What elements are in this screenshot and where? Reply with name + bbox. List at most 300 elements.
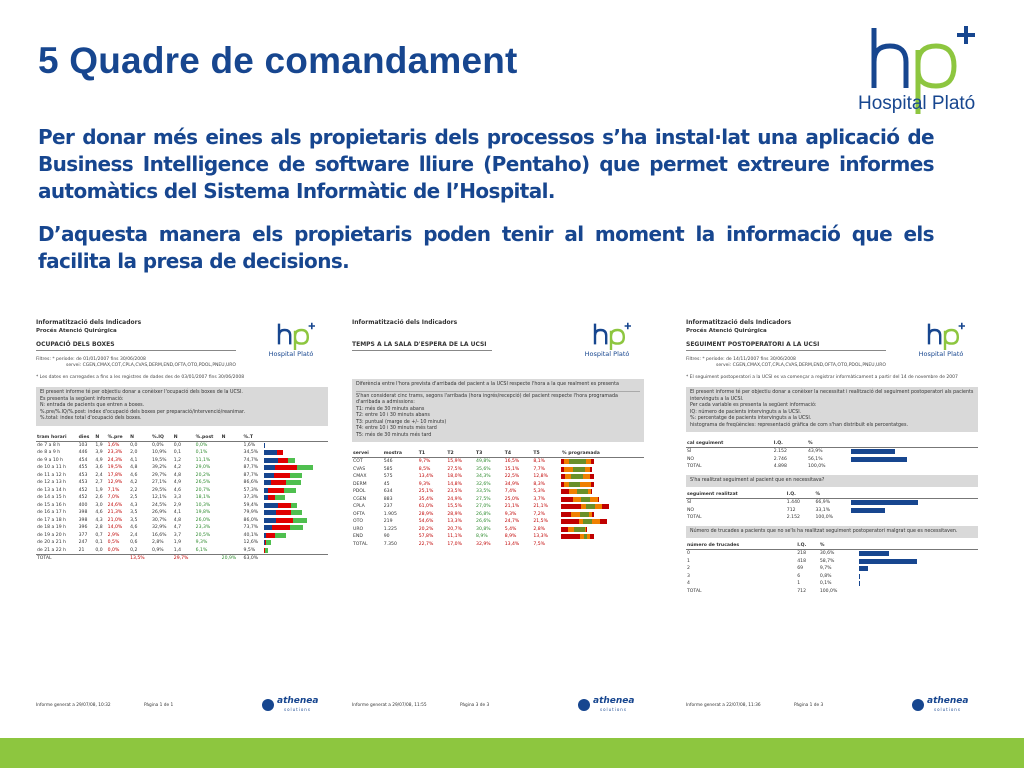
report-header: Informatització dels Indicadors <box>36 319 142 326</box>
table-cell: 13,3% <box>533 534 548 540</box>
table-row <box>686 448 978 456</box>
table-cell: 1.225 <box>383 526 397 532</box>
table-cell: de 20 a 21 h <box>37 540 67 546</box>
table-cell: 4,8 <box>130 465 138 471</box>
bar-cell <box>264 524 328 532</box>
filters-note: * El seguiment postoperatori a la UCSI es va començar a registrar informàticament a partir del 14 de novembre de 2007 <box>686 375 958 380</box>
table-cell: 12,9% <box>107 480 123 486</box>
bar-segment <box>561 504 581 509</box>
bar-cell <box>264 487 328 495</box>
table-cell: 2,8 <box>95 525 103 531</box>
bar-segment <box>561 519 579 524</box>
report-title: TEMPS A LA SALA D'ESPERA DE LA UCSI <box>352 341 492 351</box>
table-cell: 27,5% <box>447 466 462 472</box>
table-cell: 10,3% <box>195 502 211 508</box>
table-cell: 452 <box>78 487 88 493</box>
table-cell: 6,1% <box>195 547 208 553</box>
table-cell: 15,1% <box>504 466 520 472</box>
table-cell: 4 <box>687 581 690 587</box>
table-cell: 418 <box>797 558 806 564</box>
bar-segment <box>274 473 290 478</box>
table-cell: 32,9% <box>151 525 167 531</box>
table-cell: 1,2 <box>173 457 182 463</box>
table-cell: 28,9% <box>447 511 462 517</box>
table-cell: 19,8% <box>195 510 211 516</box>
table-cell: 4,6 <box>95 510 103 516</box>
table-cell: 24,3% <box>107 457 123 463</box>
table-cell <box>78 555 95 563</box>
bar-segment <box>266 540 271 545</box>
table-cell: 3,5 <box>130 517 138 523</box>
table-cell: 21,0% <box>107 517 123 523</box>
table-cell: de 8 a 9 h <box>37 450 61 456</box>
table-cell: 0,1 <box>95 540 103 546</box>
table-cell: 16,6% <box>151 532 167 538</box>
bar-segment <box>591 459 594 464</box>
bar-segment <box>284 488 295 493</box>
histogram-bar <box>851 500 918 505</box>
table-cell: 26,0% <box>195 517 211 523</box>
table-cell: NO <box>687 456 695 462</box>
bar-segment <box>592 519 600 524</box>
table-cell: 14,0% <box>107 525 123 531</box>
bar-segment <box>264 473 274 478</box>
table-cell: 4,3 <box>95 517 103 523</box>
info-line: T5: més de 30 minuts més tard <box>356 432 432 438</box>
question-box: Número de trucades a pacients que no se'ls ha realitzat seguiment postoperatori malgrat que es necessitaven. <box>686 526 978 539</box>
bar-segment <box>592 512 594 517</box>
column-header-chart <box>851 440 978 448</box>
table-cell: 27,1% <box>151 480 167 486</box>
bar-cell <box>859 580 978 588</box>
column-header: dies <box>78 434 95 442</box>
filters-services: servei: CGEN,CMAX,COT,CPLA,CVAS,DERM,END,OFTA,OTO,PDOL,PNEU,URO <box>716 363 886 368</box>
total-value: 13,4% <box>504 541 520 547</box>
info-line: %.pre/%.IQ/%.post: index d'ocupació dels boxes per preparació/intervenció/reanimar. <box>40 409 246 415</box>
table-cell: 28,9% <box>418 511 434 517</box>
table-cell: 24,9% <box>447 496 462 502</box>
bar-segment <box>264 503 278 508</box>
bar-segment <box>571 474 582 479</box>
mini-logo-text: Hospital Plató <box>918 350 964 358</box>
table-cell: 33,1% <box>815 507 831 513</box>
column-header: T2 <box>446 450 475 458</box>
table-cell: de 15 a 16 h <box>37 502 67 508</box>
total-pre: 13,5% <box>130 556 145 562</box>
table-cell <box>221 457 243 465</box>
table-cell: 2.746 <box>773 456 787 462</box>
table-cell: 27,0% <box>476 504 491 510</box>
table-cell: 30,8% <box>476 526 491 532</box>
total-value: 100,0% <box>819 588 838 594</box>
slide-title: 5 Quadre de comandament <box>38 40 518 81</box>
column-header: número de trucades <box>686 542 796 550</box>
table-cell: 9,5% <box>243 547 256 553</box>
table-cell: 7,1% <box>107 487 120 493</box>
table-cell: OFTA <box>353 511 365 517</box>
table-cell: de 16 a 17 h <box>37 510 67 516</box>
table-row <box>36 479 328 487</box>
table-cell: 14,8% <box>447 481 462 487</box>
table-cell: 49,8% <box>476 459 491 465</box>
bar-segment <box>561 489 569 494</box>
table-cell: 21,3% <box>107 510 123 516</box>
table-cell: 3,6 <box>95 465 103 471</box>
total-post: 20,9% <box>221 556 237 562</box>
column-header: %.post <box>195 434 221 442</box>
bar-segment <box>583 519 592 524</box>
table-cell: 455 <box>78 465 88 471</box>
table-cell: 1 <box>797 581 801 587</box>
table-cell: 5,3% <box>533 489 546 495</box>
info-box <box>686 387 978 432</box>
column-header: mostra <box>383 450 418 458</box>
mini-logo <box>910 322 972 358</box>
table-cell: 13,3% <box>447 519 462 525</box>
table-cell: 15,9% <box>447 459 462 465</box>
filters-period: Filtres: * període: de 01/01/2007 fins 30/06/2008 <box>36 357 146 362</box>
table-cell: de 17 a 18 h <box>37 517 67 523</box>
table-cell: de 7 a 8 h <box>37 442 61 448</box>
info-line: T4: entre 10 i 30 minuts més tard <box>356 426 437 431</box>
table-cell: 19,5% <box>107 465 123 471</box>
table-row <box>352 496 644 504</box>
table-cell: 23,5% <box>447 489 462 495</box>
bar-cell <box>264 472 328 480</box>
total-value: 32,9% <box>476 541 491 547</box>
bar-segment <box>586 504 595 509</box>
histogram-bar <box>859 551 890 556</box>
bar-cell <box>561 533 644 541</box>
report-footer-page: Pàgina 1 de 3 <box>794 703 824 708</box>
table-cell: 24,7% <box>504 519 520 525</box>
table-cell: 0,0% <box>107 547 120 553</box>
bar-segment <box>268 495 275 500</box>
table-row <box>686 507 978 515</box>
total-value: TOTAL <box>687 588 702 594</box>
table-cell: 398 <box>78 517 88 523</box>
table-cell: 12,8% <box>533 474 548 480</box>
table-cell: 12,6% <box>243 540 259 546</box>
stacked-bar <box>561 527 644 532</box>
bar-segment <box>580 512 589 517</box>
table-cell: 8,1% <box>533 459 546 465</box>
mini-logo-text: Hospital Plató <box>268 350 314 358</box>
total-row <box>686 588 978 596</box>
table-row <box>352 473 644 481</box>
bar-segment <box>291 503 297 508</box>
table-cell: 546 <box>383 459 393 465</box>
table-cell: 3,0 <box>95 502 103 508</box>
table-cell: 35,6% <box>476 466 491 472</box>
table-cell: 20,5% <box>195 532 211 538</box>
table-cell <box>221 517 243 525</box>
table-cell: COT <box>353 459 363 465</box>
report-footer-date: Informe generat a 29/07/08, 11:55 <box>352 703 427 708</box>
table-cell: 74,7% <box>243 457 259 463</box>
table-cell: 21,1% <box>504 504 520 510</box>
table-cell: 13,4% <box>418 474 434 480</box>
bar-segment <box>564 467 573 472</box>
info-line: histograma de freqüències: representació gràfica de com s'han distribuït els percentatges. <box>690 422 909 428</box>
table-cell: 4,9 <box>173 480 182 486</box>
table-cell: 25,1% <box>418 489 434 495</box>
table-row <box>36 464 328 472</box>
bar-segment <box>275 465 297 470</box>
table-cell: 73,7% <box>243 525 259 531</box>
athenea-icon <box>262 699 274 711</box>
table-cell: 0,6 <box>130 540 138 546</box>
table-cell: 3,7% <box>533 496 546 502</box>
stacked-bar <box>561 519 644 524</box>
bar-segment <box>290 525 303 530</box>
table-cell: 24,5% <box>151 502 167 508</box>
table-cell: 4,9 <box>95 457 103 463</box>
bar-segment <box>586 527 587 532</box>
report-process: Procés Atenció Quirúrgica <box>36 328 117 334</box>
column-header: T3 <box>475 450 504 458</box>
column-header: %.T <box>243 434 265 442</box>
table-cell: de 13 a 14 h <box>37 487 67 493</box>
athenea-icon <box>578 699 590 711</box>
table-cell: 79,9% <box>243 510 259 516</box>
total-value: 4.898 <box>773 464 787 470</box>
table-cell: 57,8% <box>418 534 434 540</box>
athenea-logo: athenea solutions <box>262 696 322 714</box>
table-cell: de 10 a 11 h <box>37 465 67 471</box>
bar-segment <box>264 518 276 523</box>
table-cell: de 11 a 12 h <box>37 472 67 478</box>
total-row <box>686 514 978 522</box>
table-cell: 4,6 <box>173 487 182 493</box>
table-cell <box>94 555 106 563</box>
bar-segment <box>591 489 593 494</box>
table-cell: 2,9 <box>173 502 182 508</box>
table-cell: 9,3% <box>504 511 517 517</box>
table-cell <box>221 502 243 510</box>
report-title: SEGUIMENT POSTOPERATORI A LA UCSI <box>686 341 886 351</box>
total-value: 22,7% <box>418 541 434 547</box>
bar-segment <box>577 489 588 494</box>
section-header-row <box>686 440 978 448</box>
table-cell: 585 <box>383 466 393 472</box>
column-header: T1 <box>418 450 447 458</box>
table-cell: 446 <box>78 450 88 456</box>
column-header: T5 <box>532 450 561 458</box>
info-box <box>36 387 328 426</box>
info-line: S'han considerat cinc trams, segons l'arribada (hora ingrés/recepció) del pacient respecte l'hora programada d'arribada a admissions: <box>356 393 618 405</box>
bar-cell <box>561 518 644 526</box>
bar-cell <box>561 488 644 496</box>
table-cell: 34,5% <box>243 450 259 456</box>
report-footer-page: Pàgina 1 de 1 <box>144 703 174 708</box>
mini-logo-text: Hospital Plató <box>584 350 630 358</box>
total-value: 712 <box>797 588 806 594</box>
column-header: N <box>94 434 106 442</box>
bar-segment <box>569 459 585 464</box>
stacked-bar <box>264 443 328 448</box>
logo-text: Hospital Plató <box>858 93 976 114</box>
table-cell: 40,1% <box>243 532 259 538</box>
table-cell: URO <box>353 526 364 532</box>
table-cell: 2,9% <box>107 532 120 538</box>
table-row <box>36 441 328 449</box>
table-cell <box>221 539 243 547</box>
table-cell <box>221 441 243 449</box>
table-cell: de 12 a 13 h <box>37 480 67 486</box>
table-cell: 39,2% <box>151 465 167 471</box>
column-header: T4 <box>504 450 533 458</box>
table-cell: 453 <box>78 472 88 478</box>
table-cell: 90 <box>383 534 390 540</box>
table-cell: 396 <box>78 525 88 531</box>
table-cell: 247 <box>78 540 88 546</box>
bar-segment <box>569 482 580 487</box>
table-cell: 1,9 <box>173 540 182 546</box>
report-footer-date: Informe generat a 29/07/08, 10:32 <box>36 703 111 708</box>
occupancy-table <box>36 434 328 563</box>
table-cell: 57,3% <box>243 487 259 493</box>
table-cell: de 19 a 20 h <box>37 532 67 538</box>
table-cell: 8,9% <box>504 534 517 540</box>
table-cell: 2,7 <box>95 480 103 486</box>
info-line: Es presenta la següent informació: <box>40 396 124 402</box>
table-cell <box>221 547 243 555</box>
info-line: T2: entre 10 i 30 minuts abans <box>356 413 430 418</box>
section-header-row <box>686 491 978 499</box>
table-cell: 0,0 <box>173 442 182 448</box>
table-cell: 9,7% <box>418 459 431 465</box>
histogram-bar <box>859 559 918 564</box>
bar-cell <box>859 558 978 566</box>
table-cell: de 21 a 22 h <box>37 547 67 553</box>
report-process: Procés Atenció Quirúrgica <box>686 328 767 334</box>
table-cell: 452 <box>78 495 88 501</box>
table-cell: de 14 a 15 h <box>37 495 67 501</box>
table-cell: 2,8% <box>533 526 546 532</box>
bar-segment <box>276 518 293 523</box>
histogram-bar <box>859 566 869 571</box>
stacked-bar <box>561 504 644 509</box>
table-cell: 4,7 <box>173 525 182 531</box>
bar-segment <box>600 519 607 524</box>
table-cell: 3,5 <box>130 510 138 516</box>
table-cell: 37,3% <box>243 495 259 501</box>
bar-segment <box>278 458 289 463</box>
bar-cell <box>264 464 328 472</box>
table-row <box>352 458 644 466</box>
bar-segment <box>264 525 272 530</box>
paragraph-business-intelligence: Per donar més eines als propietaris dels processos s’ha instal·lat una aplicació de Business Intelligence de software lliure (Pentaho) que permet extreure informes automàtics del Sistema Informàtic de l’Hospital. <box>38 125 934 203</box>
filters-period: Filtres: * període: de 14/11/2007 fins 30/06/2008 <box>686 357 796 362</box>
column-header: % programada <box>561 450 644 458</box>
bar-segment <box>272 525 290 530</box>
column-header: N <box>221 434 243 442</box>
filters-services: servei: CGEN,CMAX,COT,CPLA,CVAS,DERM,END,OFTA,OTO,PDOL,PNEU,URO <box>66 363 236 368</box>
info-line: IQ: número de pacients intervinguts a la UCSI. <box>690 409 802 415</box>
table-cell: 2,2 <box>130 487 138 493</box>
stacked-bar <box>264 488 328 493</box>
table-cell: 21 <box>78 547 85 553</box>
bar-cell <box>561 481 644 489</box>
bar-cell <box>264 517 328 525</box>
column-header-chart <box>264 434 328 442</box>
info-line: %.total: index total d'ocupació dels boxes. <box>40 416 142 421</box>
bar-segment <box>290 473 301 478</box>
table-cell <box>221 479 243 487</box>
bar-segment <box>265 548 268 553</box>
table-cell <box>221 472 243 480</box>
table-cell: 2,6 <box>95 495 103 501</box>
bar-cell <box>561 473 644 481</box>
table-cell: CGEN <box>353 496 367 502</box>
bar-segment <box>561 527 568 532</box>
stacked-bar <box>264 473 328 478</box>
table-cell: 575 <box>383 474 393 480</box>
info-line: El present informe té per objectiu donar a conèixer l'ocupació dels boxes de la UCSI. <box>40 390 243 395</box>
table-cell: 30,7% <box>151 517 167 523</box>
table-cell: 2,8% <box>151 540 164 546</box>
total-value: 7,5% <box>533 541 546 547</box>
column-header: I.Q. <box>796 542 819 550</box>
bar-segment <box>264 443 265 448</box>
column-header-chart <box>859 542 978 550</box>
table-cell: 20,2% <box>195 472 211 478</box>
info-line: Per cada variable es presenta la següent informació: <box>690 403 817 408</box>
table-cell: 4,2 <box>130 480 138 486</box>
bar-cell <box>859 573 978 581</box>
stacked-bar <box>264 510 328 515</box>
table-cell: 24,6% <box>107 502 123 508</box>
athenea-logo: athenea solutions <box>912 696 972 714</box>
column-header-chart <box>851 491 978 499</box>
bar-segment <box>293 518 307 523</box>
column-header: % <box>819 542 859 550</box>
filters-note: * Les dates en carregades a fins a les registres de dades des de 03/01/2007 fins 30/06/2008 <box>36 375 245 380</box>
table-cell: 0,1% <box>819 581 832 587</box>
histogram-bar <box>851 449 895 454</box>
report-title: OCUPACIÓ DELS BOXES <box>36 341 236 351</box>
table-cell: 26,6% <box>476 519 491 525</box>
table-cell: 1,4 <box>173 547 182 553</box>
bar-segment <box>275 495 285 500</box>
table-cell: PDOL <box>353 489 366 495</box>
bar-cell <box>264 509 328 517</box>
table-row <box>352 518 644 526</box>
info-line: T3: puntual (marge de +/- 10 minuts) <box>356 419 447 425</box>
bar-cell <box>859 565 978 573</box>
bar-segment <box>561 534 580 539</box>
mini-logo <box>576 322 638 358</box>
table-row <box>352 533 644 541</box>
table-cell: 59,4% <box>243 502 259 508</box>
table-cell: 26,5% <box>195 480 211 486</box>
stacked-bar <box>561 474 644 479</box>
table-cell: 9,7% <box>819 566 832 572</box>
histogram-bar <box>851 457 907 462</box>
bar-cell <box>561 511 644 519</box>
stacked-bar <box>561 497 644 502</box>
followup-done-table <box>686 491 978 522</box>
report-header: Informatització dels Indicadors <box>352 319 458 326</box>
bar-cell <box>264 449 328 457</box>
bar-segment <box>574 527 584 532</box>
table-cell: 12,1% <box>151 495 167 501</box>
bar-segment <box>276 510 291 515</box>
table-cell: 1,6% <box>107 442 120 448</box>
stacked-bar <box>561 512 644 517</box>
table-row <box>686 565 978 573</box>
